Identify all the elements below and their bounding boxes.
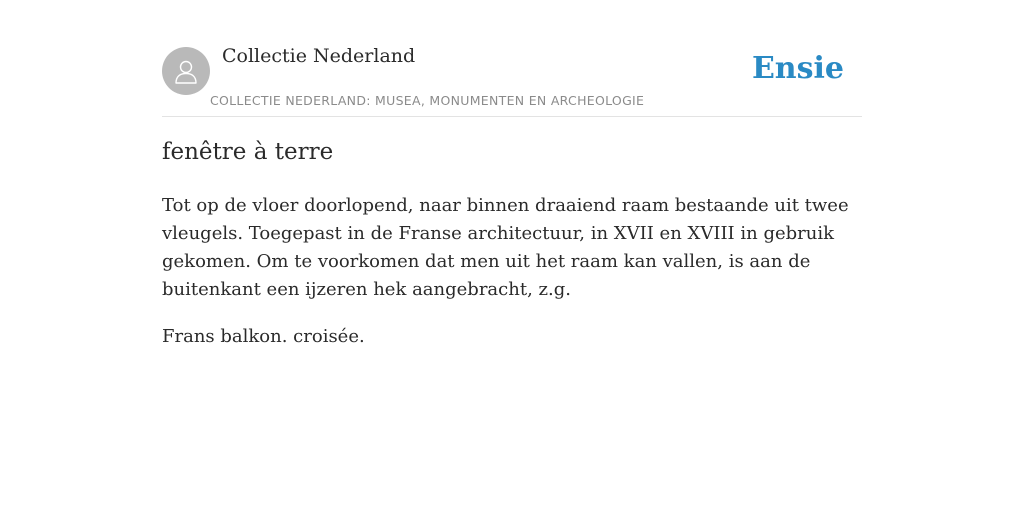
header	[162, 0, 862, 117]
source-label[interactable]: COLLECTIE NEDERLAND: MUSEA, MONUMENTEN EN ARCHEOLOGIE	[210, 93, 645, 108]
definition-paragraph: Frans balkon. croisée.	[162, 326, 365, 347]
entry-title: fenêtre à terre	[162, 139, 334, 165]
ensie-logo[interactable]: Ensie	[751, 51, 844, 86]
avatar[interactable]	[162, 47, 210, 95]
author-name[interactable]: Collectie Nederland	[222, 45, 416, 67]
user-avatar-icon	[171, 56, 201, 86]
definition-paragraph: Tot op de vloer doorlopend, naar binnen draaiend raam bestaande uit twee vleugels. Toegepast in de Franse architectuur, in XVII en XVIII in gebruik gekomen. Om te voorkomen dat men uit het raam kan vallen, is aan de buitenkant een ijzeren hek aangebracht, z.g.	[162, 195, 849, 300]
entry-definition	[162, 192, 862, 370]
